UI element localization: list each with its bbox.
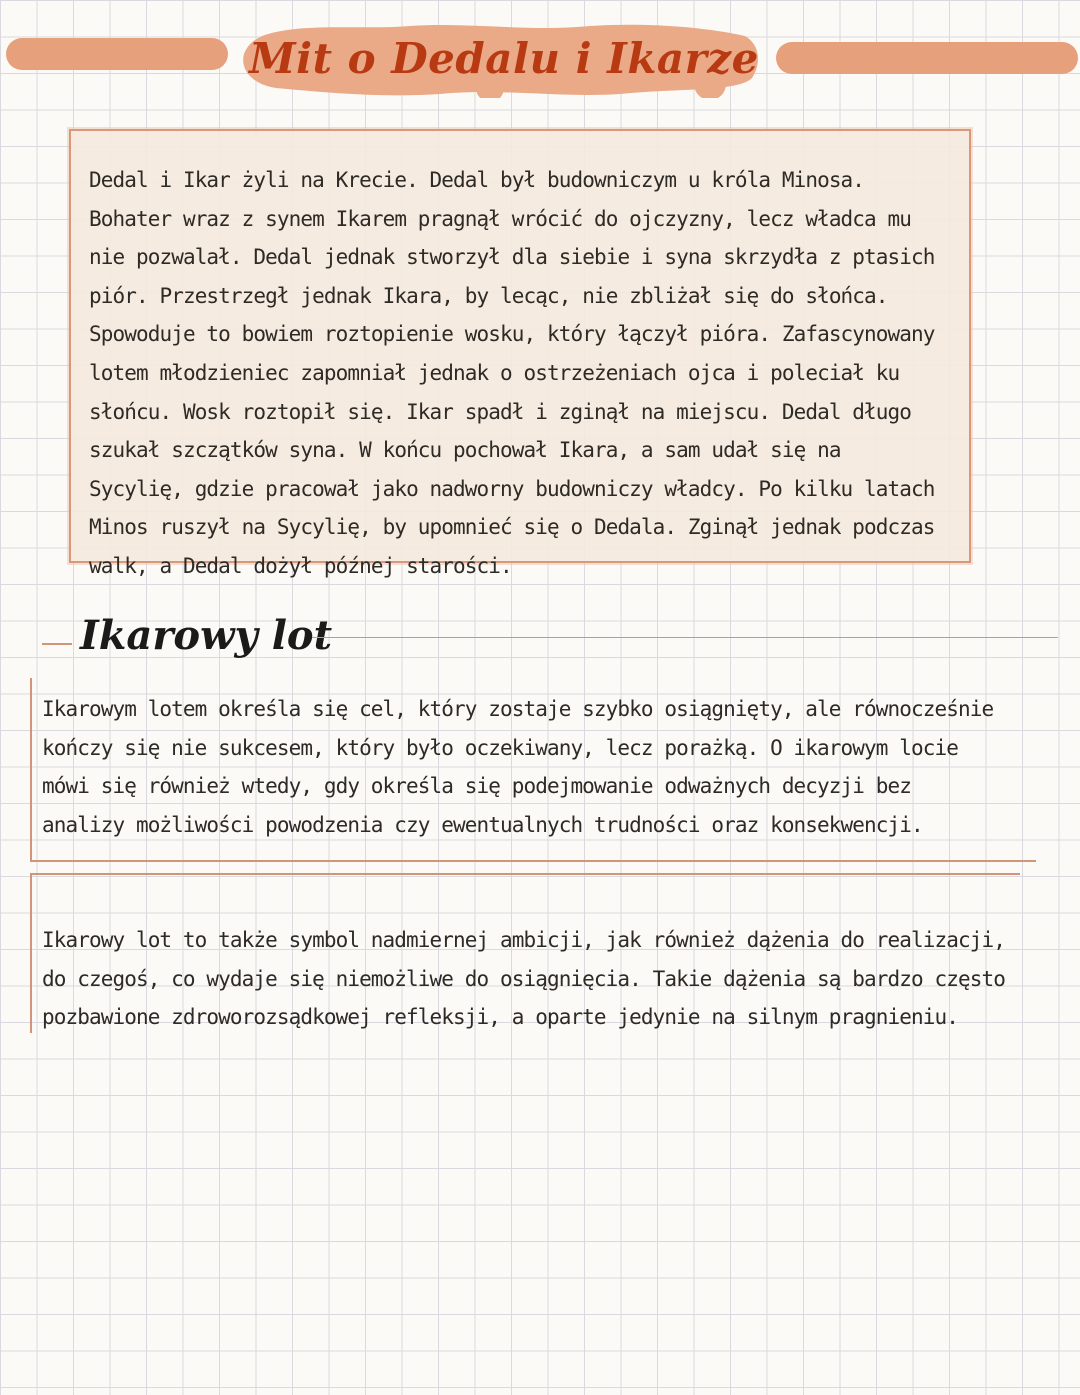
paragraph-2-top-rule [30,873,1020,875]
paragraph-1-bottom-rule [30,860,1036,862]
paragraph-2: Ikarowy lot to także symbol nadmiernej ambicji, jak również dążenia do realizacji, do czegoś, co wydaje się niemożliwe do osiągnięcia. Takie dążenia są bardzo często pozbawione zdroworozsądkowej refleksji, a oparte jedynie na silnym pragnieniu. [42,928,1005,1030]
section-title-rule-left [42,643,72,645]
header-right-bar [776,42,1078,74]
header-left-bar [6,38,228,70]
section-title-rule-right [312,637,1058,638]
paragraph-2-left-rule [30,873,32,1033]
paragraph-1: Ikarowym lotem określa się cel, który zostaje szybko osiągnięty, ale równocześnie kończy się nie sukcesem, który było oczekiwany, lecz porażką. O ikarowym locie mówi się również wtedy, gdy określa się podejmowanie odważnych decyzji bez analizy możliwości powodzenia czy ewentualnych trudności oraz konsekwencji. [42,697,994,837]
page-title: Mit o Dedalu i Ikarze [249,33,759,83]
story-text: Dedal i Ikar żyli na Krecie. Dedal był budowniczym u króla Minosa. Bohater wraz z synem Ikarem pragnął wrócić do ojczyzny, lecz władca mu nie pozwalał. Dedal jednak stworzył dla siebie i syna skrzydła z ptasich piór. Przestrzegł jednak Ikara, by lecąc, nie zbliżał się do słońca. Spowoduje to bowiem roztopienie wosku, który łączył pióra. Zafascynowany lotem młodzieniec zapomniał jednak o ostrzeżeniach ojca i poleciał ku słońcu. Wosk roztopił się. Ikar spadł i zginął na miejscu. Dedal długo szukał szczątków syna. W końcu pochował Ikara, a sam udał się na Sycylię, gdzie pracował jako nadworny budowniczy władcy. Po kilku latach Minos ruszył na Sycylię, by upomnieć się o Dedala. Zginął jednak podczas walk, a Dedal dożył późnej starości. [89,168,935,578]
story-box [69,129,971,578]
paragraph-1-left-rule [30,678,32,860]
section-title: Ikarowy lot [80,612,333,659]
